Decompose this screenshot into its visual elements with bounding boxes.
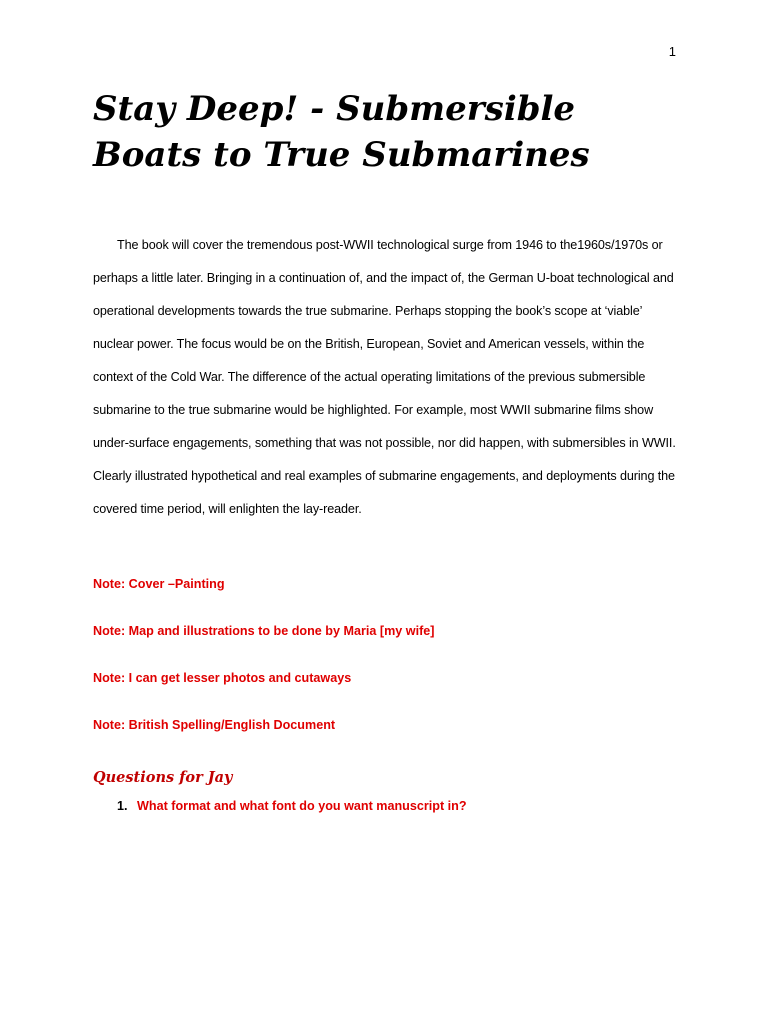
body-paragraph: The book will cover the tremendous post-WWII technological surge from 1946 to the1960s/1970s or perhaps a little later. Bringing in a continuation of, and the impact of, the German U-boat technological and operational developments towards the true submarine. Perhaps stopping the book’s scope at ‘viable’ nuclear power. The focus would be on the British, European, Soviet and American vessels, within the context of the Cold War. The difference of the actual operating limitations of the previous submersible submarine to the true submarine would be highlighted. For example, most WWII submarine films show under-surface engagements, something that was not possible, nor did happen, with submersibles in WWII. Clearly illustrated hypothetical and real examples of submarine engagements, and deployments during the covered time period, will enlighten the lay-reader. — [93, 238, 676, 516]
note-cover: Note: Cover –Painting — [93, 577, 225, 591]
questions-heading: Questions for Jay — [93, 769, 233, 786]
note-illustrations: Note: Map and illustrations to be done by Maria [my wife] — [93, 624, 435, 638]
question-text: What format and what font do you want manuscript in? — [137, 799, 467, 813]
note-spelling: Note: British Spelling/English Document — [93, 718, 336, 732]
question-item — [93, 799, 467, 813]
document-title: Stay Deep! - Submersible Boats to True Submarines — [93, 89, 590, 175]
page-number: 1 — [668, 44, 676, 59]
questions-list — [93, 799, 467, 813]
question-number: 1. — [117, 799, 128, 813]
note-photos: Note: I can get lesser photos and cutaways — [93, 671, 352, 685]
